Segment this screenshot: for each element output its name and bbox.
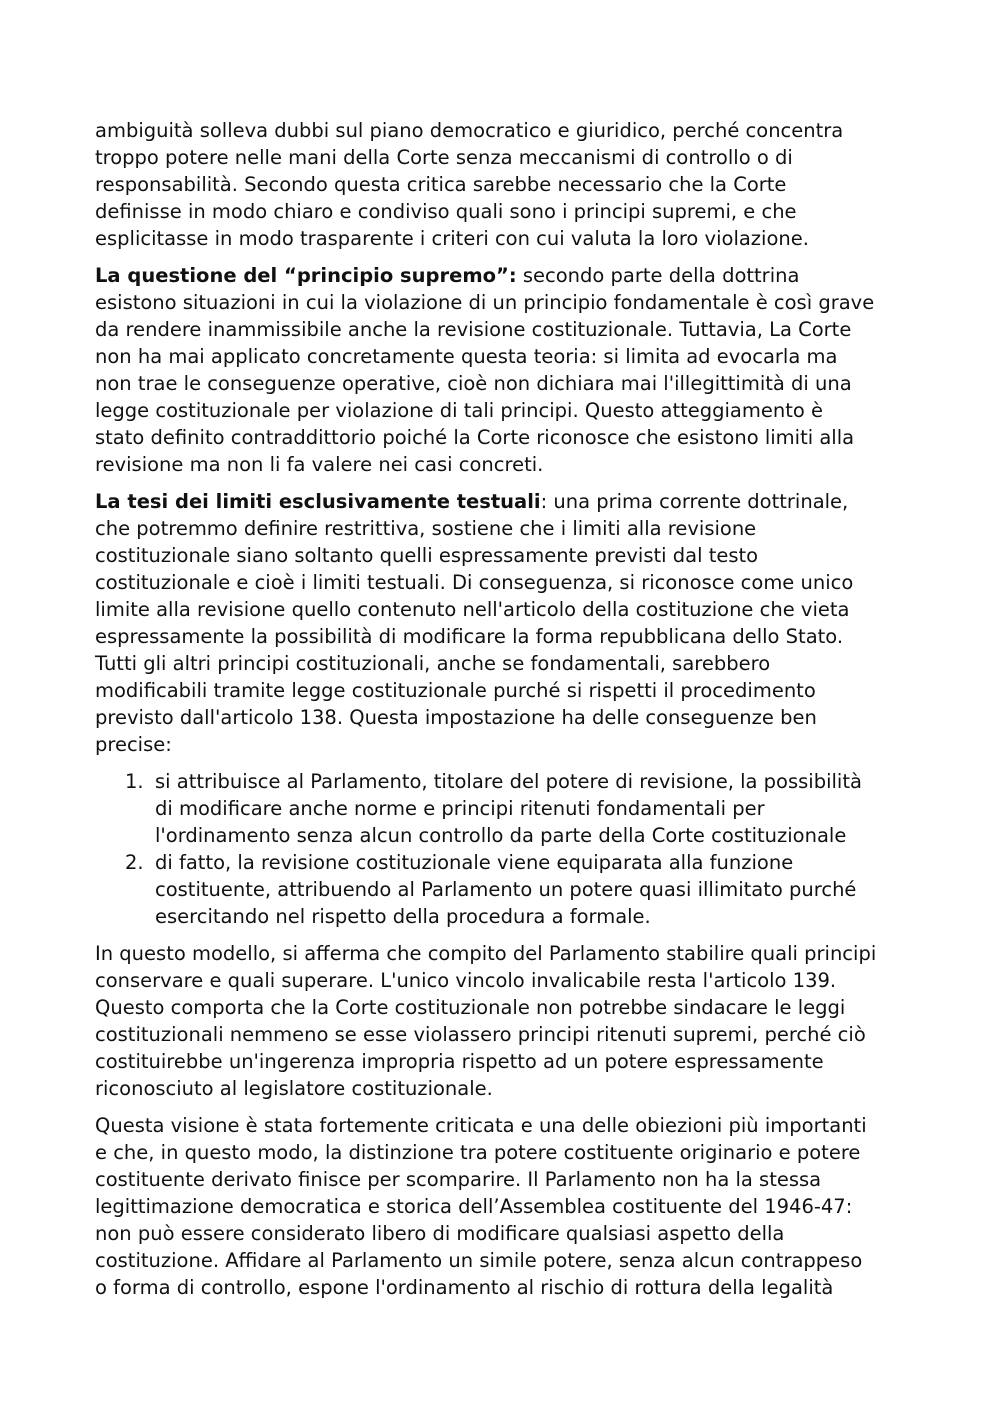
text-line: o forma di controllo, espone l'ordinamento al rischio di rottura della legalità [95, 1276, 834, 1299]
text-line: non ha mai applicato concretamente questa teoria: si limita ad evocarla ma [95, 345, 838, 368]
list-number: 2. [125, 851, 144, 874]
paragraph-critica [95, 1112, 915, 1301]
text-line: Tutti gli altri principi costituzionali, anche se fondamentali, sarebbero [95, 652, 771, 675]
paragraph-heading: La questione del “principio supremo”: [95, 264, 517, 287]
paragraph-principio-supremo [95, 262, 915, 478]
text-line: In questo modello, si afferma che compito del Parlamento stabilire quali principi [95, 942, 877, 965]
text-line: da rendere inammissibile anche la revisione costituzionale. Tuttavia, La Corte [95, 318, 852, 341]
text-line: di fatto, la revisione costituzionale viene equiparata alla funzione [155, 851, 794, 874]
text-line: esistono situazioni in cui la violazione di un principio fondamentale è così grave [95, 291, 875, 314]
heading-continuation: secondo parte della dottrina [516, 264, 800, 287]
text-line: costituzione. Affidare al Parlamento un simile potere, senza alcun contrappeso [95, 1249, 863, 1272]
text-line: Questa visione è stata fortemente criticata e una delle obiezioni più importanti [95, 1114, 867, 1137]
text-line: precise: [95, 733, 172, 756]
text-line: modificabili tramite legge costituzionale purché si rispetti il procedimento [95, 679, 816, 702]
text-line: stato definito contraddittorio poiché la Corte riconosce che esistono limiti alla [95, 426, 855, 449]
text-line: si attribuisce al Parlamento, titolare del potere di revisione, la possibilità [155, 770, 862, 793]
text-line: limite alla revisione quello contenuto nell'articolo della costituzione che vieta [95, 598, 850, 621]
text-line: responsabilità. Secondo questa critica sarebbe necessario che la Corte [95, 173, 787, 196]
text-line: legittimazione democratica e storica dell’Assemblea costituente del 1946-47: [95, 1195, 853, 1218]
text-line: costituzionali nemmeno se esse violassero principi ritenuti supremi, perché ciò [95, 1023, 866, 1046]
paragraph-limiti-testuali [95, 488, 915, 758]
text-line: di modificare anche norme e principi ritenuti fondamentali per [155, 797, 765, 820]
text-line: non trae le conseguenze operative, cioè non dichiara mai l'illegittimità di una [95, 372, 852, 395]
text-line: riconosciuto al legislatore costituzionale. [95, 1077, 493, 1100]
text-line: e che, in questo modo, la distinzione tra potere costituente originario e potere [95, 1141, 861, 1164]
text-line: troppo potere nelle mani della Corte senza meccanismi di controllo o di [95, 146, 793, 169]
consequences-list [95, 768, 915, 930]
text-line [95, 262, 915, 289]
text-line: previsto dall'articolo 138. Questa impostazione ha delle conseguenze ben [95, 706, 817, 729]
heading-continuation: : una prima corrente dottrinale, [540, 490, 849, 513]
text-line: legge costituzionale per violazione di tali principi. Questo atteggiamento è [95, 399, 823, 422]
text-line: costituirebbe un'ingerenza impropria rispetto ad un potere espressamente [95, 1050, 824, 1073]
text-line: ambiguità solleva dubbi sul piano democratico e giuridico, perché concentra [95, 119, 844, 142]
paragraph-modello-parlamento [95, 940, 915, 1102]
text-line: espressamente la possibilità di modificare la forma repubblicana dello Stato. [95, 625, 844, 648]
text-line: esercitando nel rispetto della procedura a formale. [155, 905, 651, 928]
list-number: 1. [125, 770, 144, 793]
list-item [95, 768, 915, 849]
text-line: non può essere considerato libero di modificare qualsiasi aspetto della [95, 1222, 785, 1245]
text-line: Questo comporta che la Corte costituzionale non potrebbe sindacare le leggi [95, 996, 846, 1019]
document-page [95, 117, 915, 1311]
text-line: conservare e quali superare. L'unico vincolo invalicabile resta l'articolo 139. [95, 969, 837, 992]
text-line: l'ordinamento senza alcun controllo da parte della Corte costituzionale [155, 824, 847, 847]
text-line: esplicitasse in modo trasparente i criteri con cui valuta la loro violazione. [95, 227, 809, 250]
text-line: revisione ma non li fa valere nei casi concreti. [95, 453, 544, 476]
text-line [95, 488, 915, 515]
text-line: costituzionale siano soltanto quelli espressamente previsti dal testo [95, 544, 759, 567]
text-line: definisse in modo chiaro e condiviso quali sono i principi supremi, e che [95, 200, 797, 223]
text-line: costituente derivato finisce per scomparire. Il Parlamento non ha la stessa [95, 1168, 822, 1191]
paragraph-corte-ambiguity [95, 117, 915, 252]
list-item [95, 849, 915, 930]
text-line: costituzionale e cioè i limiti testuali. Di conseguenza, si riconosce come unico [95, 571, 854, 594]
text-line: che potremmo definire restrittiva, sostiene che i limiti alla revisione [95, 517, 757, 540]
text-line: costituente, attribuendo al Parlamento un potere quasi illimitato purché [155, 878, 857, 901]
paragraph-heading: La tesi dei limiti esclusivamente testuali [95, 490, 541, 513]
